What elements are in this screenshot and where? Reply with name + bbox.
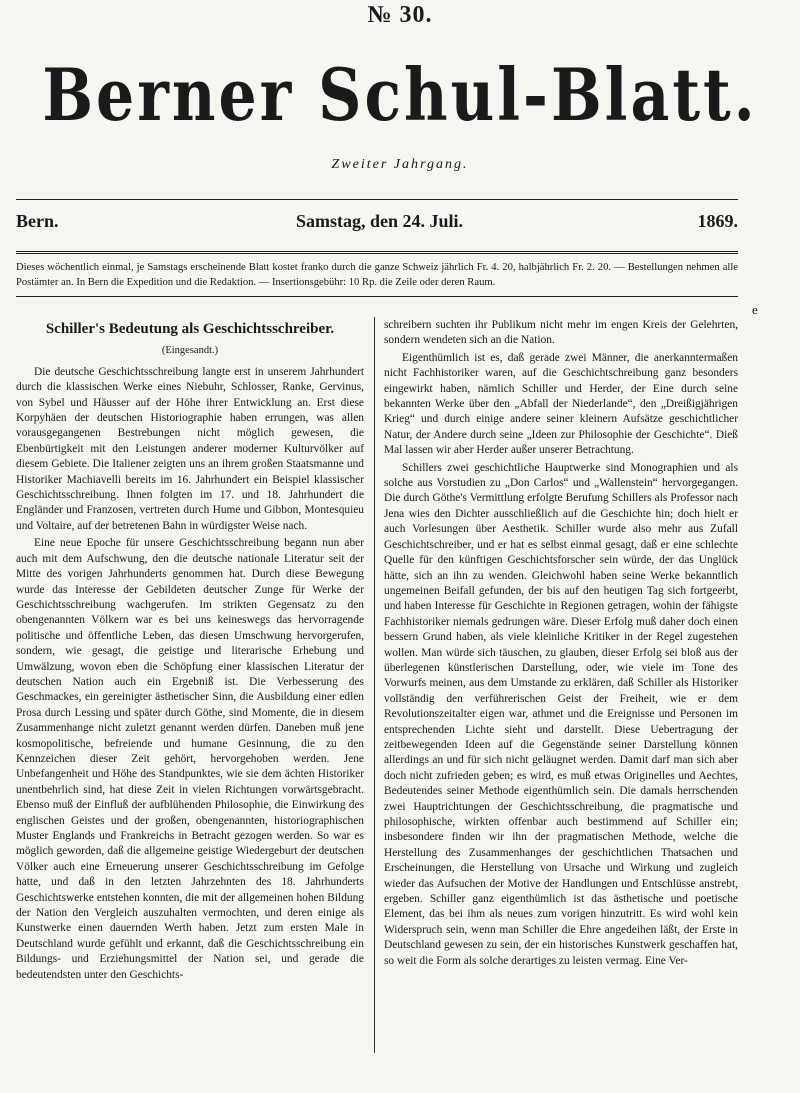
article-paragraph: Eigenthümlich ist es, daß gerade zwei Männer, die anerkanntermaßen nicht Fachhistoriker waren, auf die Geschichtschreibung ganz besonders eingewirkt haben, nämlich Schiller und Herder, der Eine durch seine bekannten Werke über den „Abfall der Niederlande“, den „Dreißigjährigen Krieg“ und durch einige andere seiner kleinern Aufsätze geschichtlicher Natur, der Andere durch seine „Ideen zur Philosophie der Geschichte“. Dieß Mal lassen wir aber Herder außer unserer Betrachtung. xyxy=(384,351,738,457)
article-column-right xyxy=(384,318,738,969)
subscription-notice: Dieses wöchentlich einmal, je Samstags erscheinende Blatt kostet franko durch die ganze Schweiz jährlich Fr. 4. 20, halbjährlich Fr. 2. 20. — Bestellungen nehmen alle Postämter an. In Bern die Expedition und die Redaktion. — Insertionsgebühr: 10 Rp. die Zeile oder deren Raum. xyxy=(16,262,738,288)
margin-mark: e xyxy=(752,302,758,317)
column-divider xyxy=(374,317,375,1053)
article-paragraph: Schillers zwei geschichtliche Hauptwerke sind Monographien und als solche aus Vorstudien zu „Don Carlos“ und „Wallenstein“ hervorgegangen. Die durch Göthe's Vermittlung erfolgte Berufung Schillers als Professor nach Jena wies den Dichter ausschließlich auf die Geschichte hin; doch hielt er auch Vorlesungen über Aesthetik. Schiller wurde also mehr aus Zufall Geschichtschreiber, und er hat es selbst einmal gesagt, daß er eine schlechte Quelle für den künftigen Geschichtsforscher sein würde, der das Unglück hätte, sich an ihn zu wenden. Gleichwohl haben seine Werke bekanntlich ungemeinen Beifall gefunden, der bis auf den heutigen Tag sich fortgeerbt, und haben Interesse für Geschichte in Regionen getragen, wohin der fähigste Fachhistoriker niemals gedrungen wäre. Dieser Erfolg muß daher doch einen bessern Grund haben, als viele kleinliche Kritiker in der Regel zugestehen wollen. Man würde sich täuschen, zu glauben, dieser Erfolg sei bloß aus der überlegenen künstlerischen Darstellung, oder, wie viele im Tone des Vorwurfs meinen, aus dem Umstande zu erklären, daß Schiller als Historiker vollständig den verführerischen Geist der Freiheit, wie er dem Revolutionszeitalter eigen war, athmet und die Ereignisse und Personen im entsprechenden Lichte sieht und darstellt. Diese Uebertragung der zeitbewegenden Ideen auf die Gegenstände seiner Darstellung können allerdings an und für sich nicht geläugnet werden. Damit darf man sich aber doch nicht zufrieden geben; es wird, es muß etwas Originelles und Aechtes, Bedeutendes seiner Methode eigenthümlich sein. Die damals herrschenden zwei Hauptrichtungen der Geschichtsschreibung, die pragmatische und philosophische, wirkten offenbar auch bestimmend auf Schiller ein; insbesondere finden wir ihn der pragmatischen Methode, welche die Herstellung des Zusammenhanges der geschichtlichen Thatsachen und Erscheinungen, die Herstellung von Ursache und Wirkung und zugleich wieder das Aufsuchen der Motive der Handlungen und Entschlüsse anstrebt, ergeben. Schiller ganz eigenthümlich ist das ästhetische und poetische Element, das bei ihm als neues zum vorigen hinzutritt. Es wird wohl kein Widerspruch sein, wenn man Schiller die Ehre angedeihen läßt, der Erste in Deutschland gewesen zu sein, der ein historisches Kunstwerk geschaffen hat, so weit die Form als solche derartiges zu leisten vermag. Eine Ver- xyxy=(384,461,738,967)
masthead-title: Berner Schul-Blatt. xyxy=(42,54,758,138)
article-title: Schiller's Bedeutung als Geschichtsschreiber. xyxy=(45,321,335,337)
dateline-year: 1869. xyxy=(697,211,738,231)
article-paragraph: Eine neue Epoche für unsere Geschichtsschreibung begann nun aber auch mit dem Aufschwung, den die deutsche nationale Literatur seit der Mitte des vorigen Jahrhunderts genommen hat. Durch diese Bewegung wurde das Interesse der Gebildeten deutscher Zunge für Werke der Geschichtsschreibung wachgerufen. Im strikten Gegensatz zu den obengenannten Völkern war es bei uns keineswegs das hervorragende politische und öffentliche Leben, das diesen Umschwung hervorgerufen, sondern, wie gesagt, die geistige und literarische Erhebung und Umwälzung, wovon eben die Schöpfung einer klassischen Literatur der deutschen Nation auch ein Ergebniß ist. Die Verbesserung des Geschmackes, ein gereinigter ästhetischer Sinn, die Ausbildung einer edlen Prosa durch Lessing und später durch Göthe, sind Momente, die in diesem Zusammenhange nicht zuletzt genannt werden dürfen. Daneben muß jene kosmopolitische, befreiende und humane Gesinnung, die zu den Kennzeichen dieser Zeit gehört, hervorgehoben werden. Jene Unbefangenheit und Höhe des Standpunktes, wie sie dem ächten Historiker unentbehrlich sind, hat diese Zeit in vielen Richtungen vorwärtsgebracht. Ebenso muß der Einfluß der aufblühenden Philosophie, die Einwirkung des englischen Geistes und der großen, obengenannten, historiographischen Muster Englands und Frankreichs in Betracht gezogen werden. So war es möglich geworden, daß die allgemeine geistige Wiedergeburt der deutschen Völker auch eine Erneuerung unserer Geschichtsschreibung im Gefolge hatte, und daß in den letzten Jahrzehnten des 18. Jahrhunderts Geschichtswerke entstehen konnten, die mit der allgemeinen hohen Bildung der Nation den Vergleich auszuhalten vermochten, und deren einige als Kunstwerke einen dauernden Werth haben. Jetzt zum ersten Male in Deutschland wurde gefühlt und erkannt, daß die Geschichtsschreibung ein Bildungs- und Erziehungsmittel der Nation sei, und gerade die bedeutendsten unter den Geschichts- xyxy=(16,537,364,981)
article-column-left xyxy=(16,318,364,983)
article-paragraph-continued: schreibern suchten ihr Publikum nicht mehr im engen Kreis der Gelehrten, sondern wendeten sich an die Nation. xyxy=(384,319,738,347)
notice-rule xyxy=(16,296,738,297)
masthead-subtitle: Zweiter Jahrgang. xyxy=(331,157,469,172)
header-rule-top xyxy=(16,199,738,200)
issue-number: № 30. xyxy=(367,2,433,28)
dateline-date: Samstag, den 24. Juli. xyxy=(296,211,464,231)
dateline xyxy=(16,211,738,235)
header-rule-bottom xyxy=(16,251,738,254)
dateline-place: Bern. xyxy=(16,211,59,231)
article-byline: (Eingesandt.) xyxy=(161,345,219,357)
article-paragraph: Die deutsche Geschichtsschreibung langte erst in unserem Jahrhundert durch die klassischen Werke eines Niebuhr, Schlosser, Ranke, Gervinus, von Sybel und Häusser auf der Höhe ihrer Entwicklung an. Erst diese Korpyhäen der deutschen Historiographie haben errungen, was allen vorausgegangenen Bestrebungen nicht möglich gewesen, die Ebenbürtigkeit mit den Leistungen anderer moderner Kulturvölker auf diesem Gebiete. Die Italiener zeigten uns an ihrem großen Staatsmanne und Historiker Machiavelli bereits im 16. Jahrhundert ein Beispiel klassischer Geschichtsschreibung. Ihnen folgten im 17. und 18. Jahrhundert die Engländer und Franzosen, vertreten durch Hume und Gibbon, Montesquieu und Voltaire, auf der betretenen Bahn in würdigster Weise nach. xyxy=(16,365,364,532)
